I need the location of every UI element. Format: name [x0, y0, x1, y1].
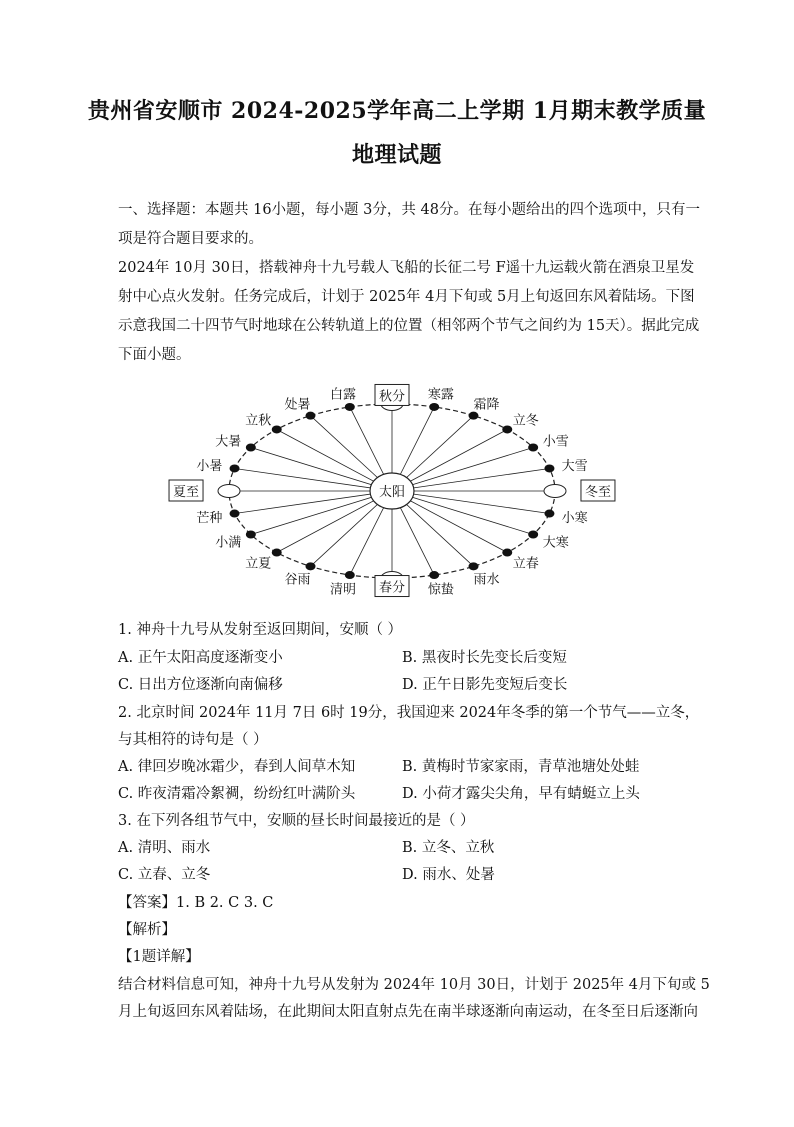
question-3-option-c: C. 立春、立冬 — [118, 867, 211, 883]
solar-term-label: 寒露 — [427, 387, 454, 403]
solar-term-label: 小满 — [215, 535, 242, 551]
solar-term-label: 大雪 — [561, 458, 588, 474]
earth-position-open — [544, 485, 566, 498]
earth-position — [469, 562, 479, 570]
question-3-stem: 3. 在下列各组节气中，安顺的昼长时间最接近的是（ ） — [118, 813, 475, 829]
earth-position — [469, 412, 479, 420]
solar-term-label: 谷雨 — [284, 572, 311, 588]
earth-position — [230, 510, 240, 518]
question-1-option-a: A. 正午太阳高度逐渐变小 — [118, 650, 283, 666]
answer-line: 【答案】1. B 2. C 3. C — [118, 895, 274, 911]
earth-position — [544, 464, 554, 472]
material-line-3: 示意我国二十四节气时地球在公转轨道上的位置（相邻两个节气之间约为 15天）。据此完成 — [118, 318, 700, 334]
material-line-4: 下面小题。 — [118, 347, 191, 363]
question-2-option-c: C. 昨夜清霜冷絮裯，纷纷红叶满阶头 — [118, 786, 356, 802]
earth-position — [272, 425, 282, 433]
solar-term-label: 处暑 — [284, 397, 311, 413]
solar-term-label: 大暑 — [215, 434, 242, 450]
page-title-line-1: 贵州省安顺市 2024-2025学年高二上学期 1月期末教学质量 — [87, 98, 707, 124]
question-1-option-c: C. 日出方位逐渐向南偏移 — [118, 677, 283, 693]
earth-position — [528, 531, 538, 539]
question-2-option-b: B. 黄梅时节家家雨，青草池塘处处蛙 — [402, 759, 640, 775]
solar-term-label: 雨水 — [473, 572, 500, 588]
solar-term-label: 霜降 — [473, 397, 500, 413]
solar-term-label: 立春 — [512, 556, 539, 572]
earth-position — [544, 510, 554, 518]
detail-label: 【1题详解】 — [118, 949, 200, 965]
solar-term-label: 小暑 — [196, 458, 223, 474]
section-intro-line-1: 一、选择题：本题共 16小题，每小题 3分，共 48分。在每小题给出的四个选项中，只有一 — [118, 202, 700, 218]
earth-position — [429, 571, 439, 579]
solar-term-label: 立秋 — [245, 413, 272, 429]
question-1-option-d: D. 正午日影先变短后变长 — [402, 677, 568, 693]
material-line-2: 射中心点火发射。任务完成后，计划于 2025年 4月下旬或 5月上旬返回东风着陆场。下图 — [118, 289, 695, 305]
sun-label: 太阳 — [378, 485, 406, 500]
question-3-option-d: D. 雨水、处暑 — [402, 867, 495, 883]
earth-position — [429, 403, 439, 411]
earth-position — [230, 464, 240, 472]
question-2-stem-line-1: 2. 北京时间 2024年 11月 7日 6时 19分，我国迎来 2024年冬季的第一个节气——立冬， — [118, 705, 700, 721]
earth-position — [345, 571, 355, 579]
question-1-option-b: B. 黑夜时长先变长后变短 — [402, 650, 567, 666]
orbit-spoke — [235, 491, 392, 514]
material-line-1: 2024年 10月 30日，搭载神舟十九号载人飞船的长征二号 F遥十九运载火箭在酒泉卫星发 — [118, 260, 695, 276]
earth-position — [528, 444, 538, 452]
detail-line-2: 月上旬返回东风着陆场，在此期间太阳直射点先在南半球逐渐向南运动，在冬至日后逐渐向 — [118, 1004, 698, 1020]
question-2-option-a: A. 律回岁晚冰霜少，春到人间草木知 — [118, 759, 356, 775]
orbit-spoke — [392, 491, 549, 514]
question-3-option-b: B. 立冬、立秋 — [402, 840, 495, 856]
solar-term-label: 芒种 — [196, 511, 223, 527]
earth-position — [246, 531, 256, 539]
question-2-stem-line-2: 与其相符的诗句是（ ） — [118, 732, 268, 748]
earth-position-open — [218, 485, 240, 498]
earth-position — [502, 549, 512, 557]
question-2-option-d: D. 小荷才露尖尖角，早有蜻蜓立上头 — [402, 786, 640, 802]
solar-term-label: 大寒 — [542, 535, 569, 551]
solar-term-label: 立夏 — [245, 556, 272, 572]
solar-term-label: 小寒 — [561, 511, 588, 527]
solar-term-label: 清明 — [330, 582, 357, 598]
question-3-option-a: A. 清明、雨水 — [118, 840, 211, 856]
solar-term-label: 小雪 — [542, 434, 569, 450]
solar-term-label: 立冬 — [512, 413, 539, 429]
analysis-label: 【解析】 — [118, 922, 176, 938]
solar-term-label: 秋分 — [378, 389, 406, 405]
section-intro-line-2: 项是符合题目要求的。 — [118, 231, 263, 247]
earth-position — [306, 412, 316, 420]
earth-position — [306, 562, 316, 570]
earth-position — [502, 425, 512, 433]
solar-term-label: 惊蛰 — [427, 582, 454, 598]
solar-term-label: 白露 — [330, 387, 357, 403]
question-1-stem: 1. 神舟十九号从发射至返回期间，安顺（ ） — [118, 622, 403, 638]
solar-term-label: 夏至 — [173, 485, 200, 500]
detail-line-1: 结合材料信息可知，神舟十九号从发射为 2024年 10月 30日，计划于 2025年 4月下旬或 5 — [118, 977, 710, 993]
page-title-line-2: 地理试题 — [351, 142, 442, 168]
earth-position — [345, 403, 355, 411]
orbit-spoke — [392, 468, 549, 491]
orbit-spoke — [235, 468, 392, 491]
earth-position — [246, 444, 256, 452]
solar-term-label: 冬至 — [584, 485, 611, 500]
solar-term-label: 春分 — [378, 580, 406, 596]
earth-position — [272, 549, 282, 557]
